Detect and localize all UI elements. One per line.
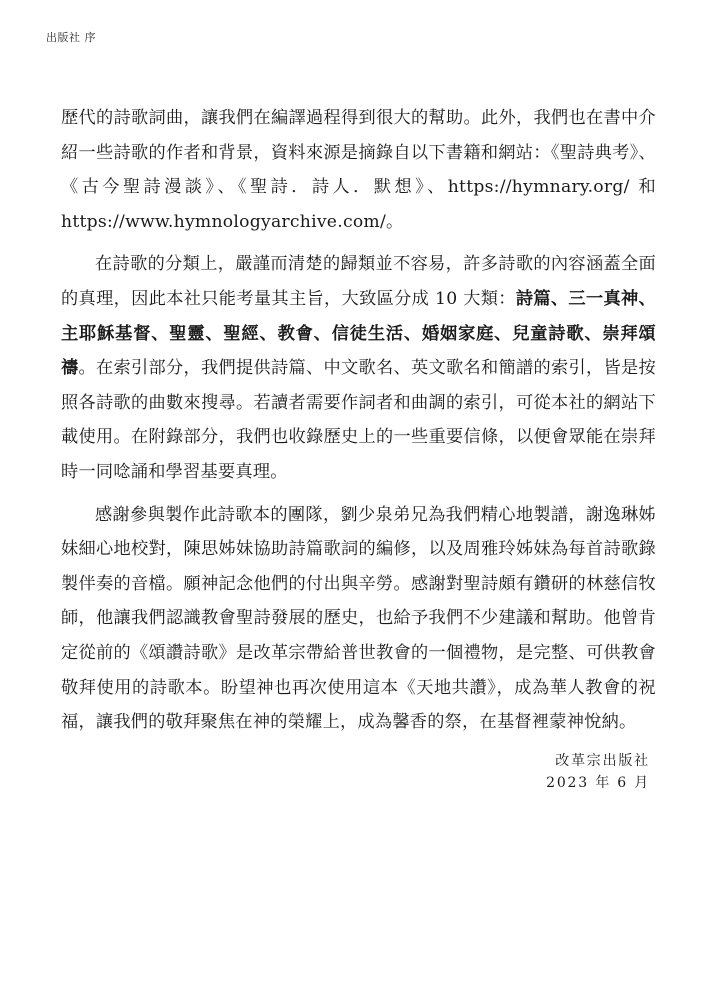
publish-date: 2023 年 6 月 [546, 775, 650, 791]
category-list-bold: 詩篇、三一真神、主耶穌基督、聖靈、聖經、教會、信徒生活、婚姻家庭、兒童詩歌、崇拜頌禱 [61, 288, 656, 379]
paragraph-2 [61, 247, 656, 489]
signature-block [546, 750, 650, 794]
page-header-label: 出版社 序 [46, 31, 96, 44]
preface-body [61, 101, 656, 740]
paragraph-3-text: 感謝參與製作此詩歌本的團隊，劉少泉弟兄為我們精心地製譜，謝逸琳姊妹細心地校對，陳思姊妹協助詩篇歌詞的編修，以及周雅玲姊妹為每首詩歌錄製伴奏的音檔。願神記念他們的付出與辛勞。感謝對聖詩頗有鑽研的林慈信牧師，他讓我們認識教會聖詩發展的歷史，也給予我們不少建議和幫助。他曾肯定從前的《頌讚詩歌》是改革宗帶給普世教會的一個禮物，是完整、可供教會敬拜使用的詩歌本。盼望神也再次使用這本《天地共讚》，成為華人教會的祝福，讓我們的敬拜聚焦在神的榮耀上，成為馨香的祭，在基督裡蒙神悅納。 [61, 504, 656, 733]
paragraph-3 [61, 498, 656, 740]
paragraph-1 [61, 101, 656, 239]
paragraph-2-text-start: 在詩歌的分類上，嚴謹而清楚的歸類並不容易，許多詩歌的內容涵蓋全面的真理，因此本社只能考量其主旨，大致區分成 10 大類： [61, 254, 656, 309]
publisher-name: 改革宗出版社 [555, 753, 650, 769]
paragraph-1-text: 歷代的詩歌詞曲，讓我們在編譯過程得到很大的幫助。此外，我們也在書中介紹一些詩歌的作者和背景，資料來源是摘錄自以下書籍和網站：《聖詩典考》、《古今聖詩漫談》、《聖詩．詩人．默想》、https://hymnary.org/ 和 https://www.hymnologyarchive.com/。 [61, 108, 656, 232]
paragraph-2-text-end: 。在索引部分，我們提供詩篇、中文歌名、英文歌名和簡譜的索引，皆是按照各詩歌的曲數來搜尋。若讀者需要作詞者和曲調的索引，可從本社的網站下載使用。在附錄部分，我們也收錄歷史上的一些重要信條，以便會眾能在崇拜時一同唸誦和學習基要真理。 [61, 358, 656, 482]
